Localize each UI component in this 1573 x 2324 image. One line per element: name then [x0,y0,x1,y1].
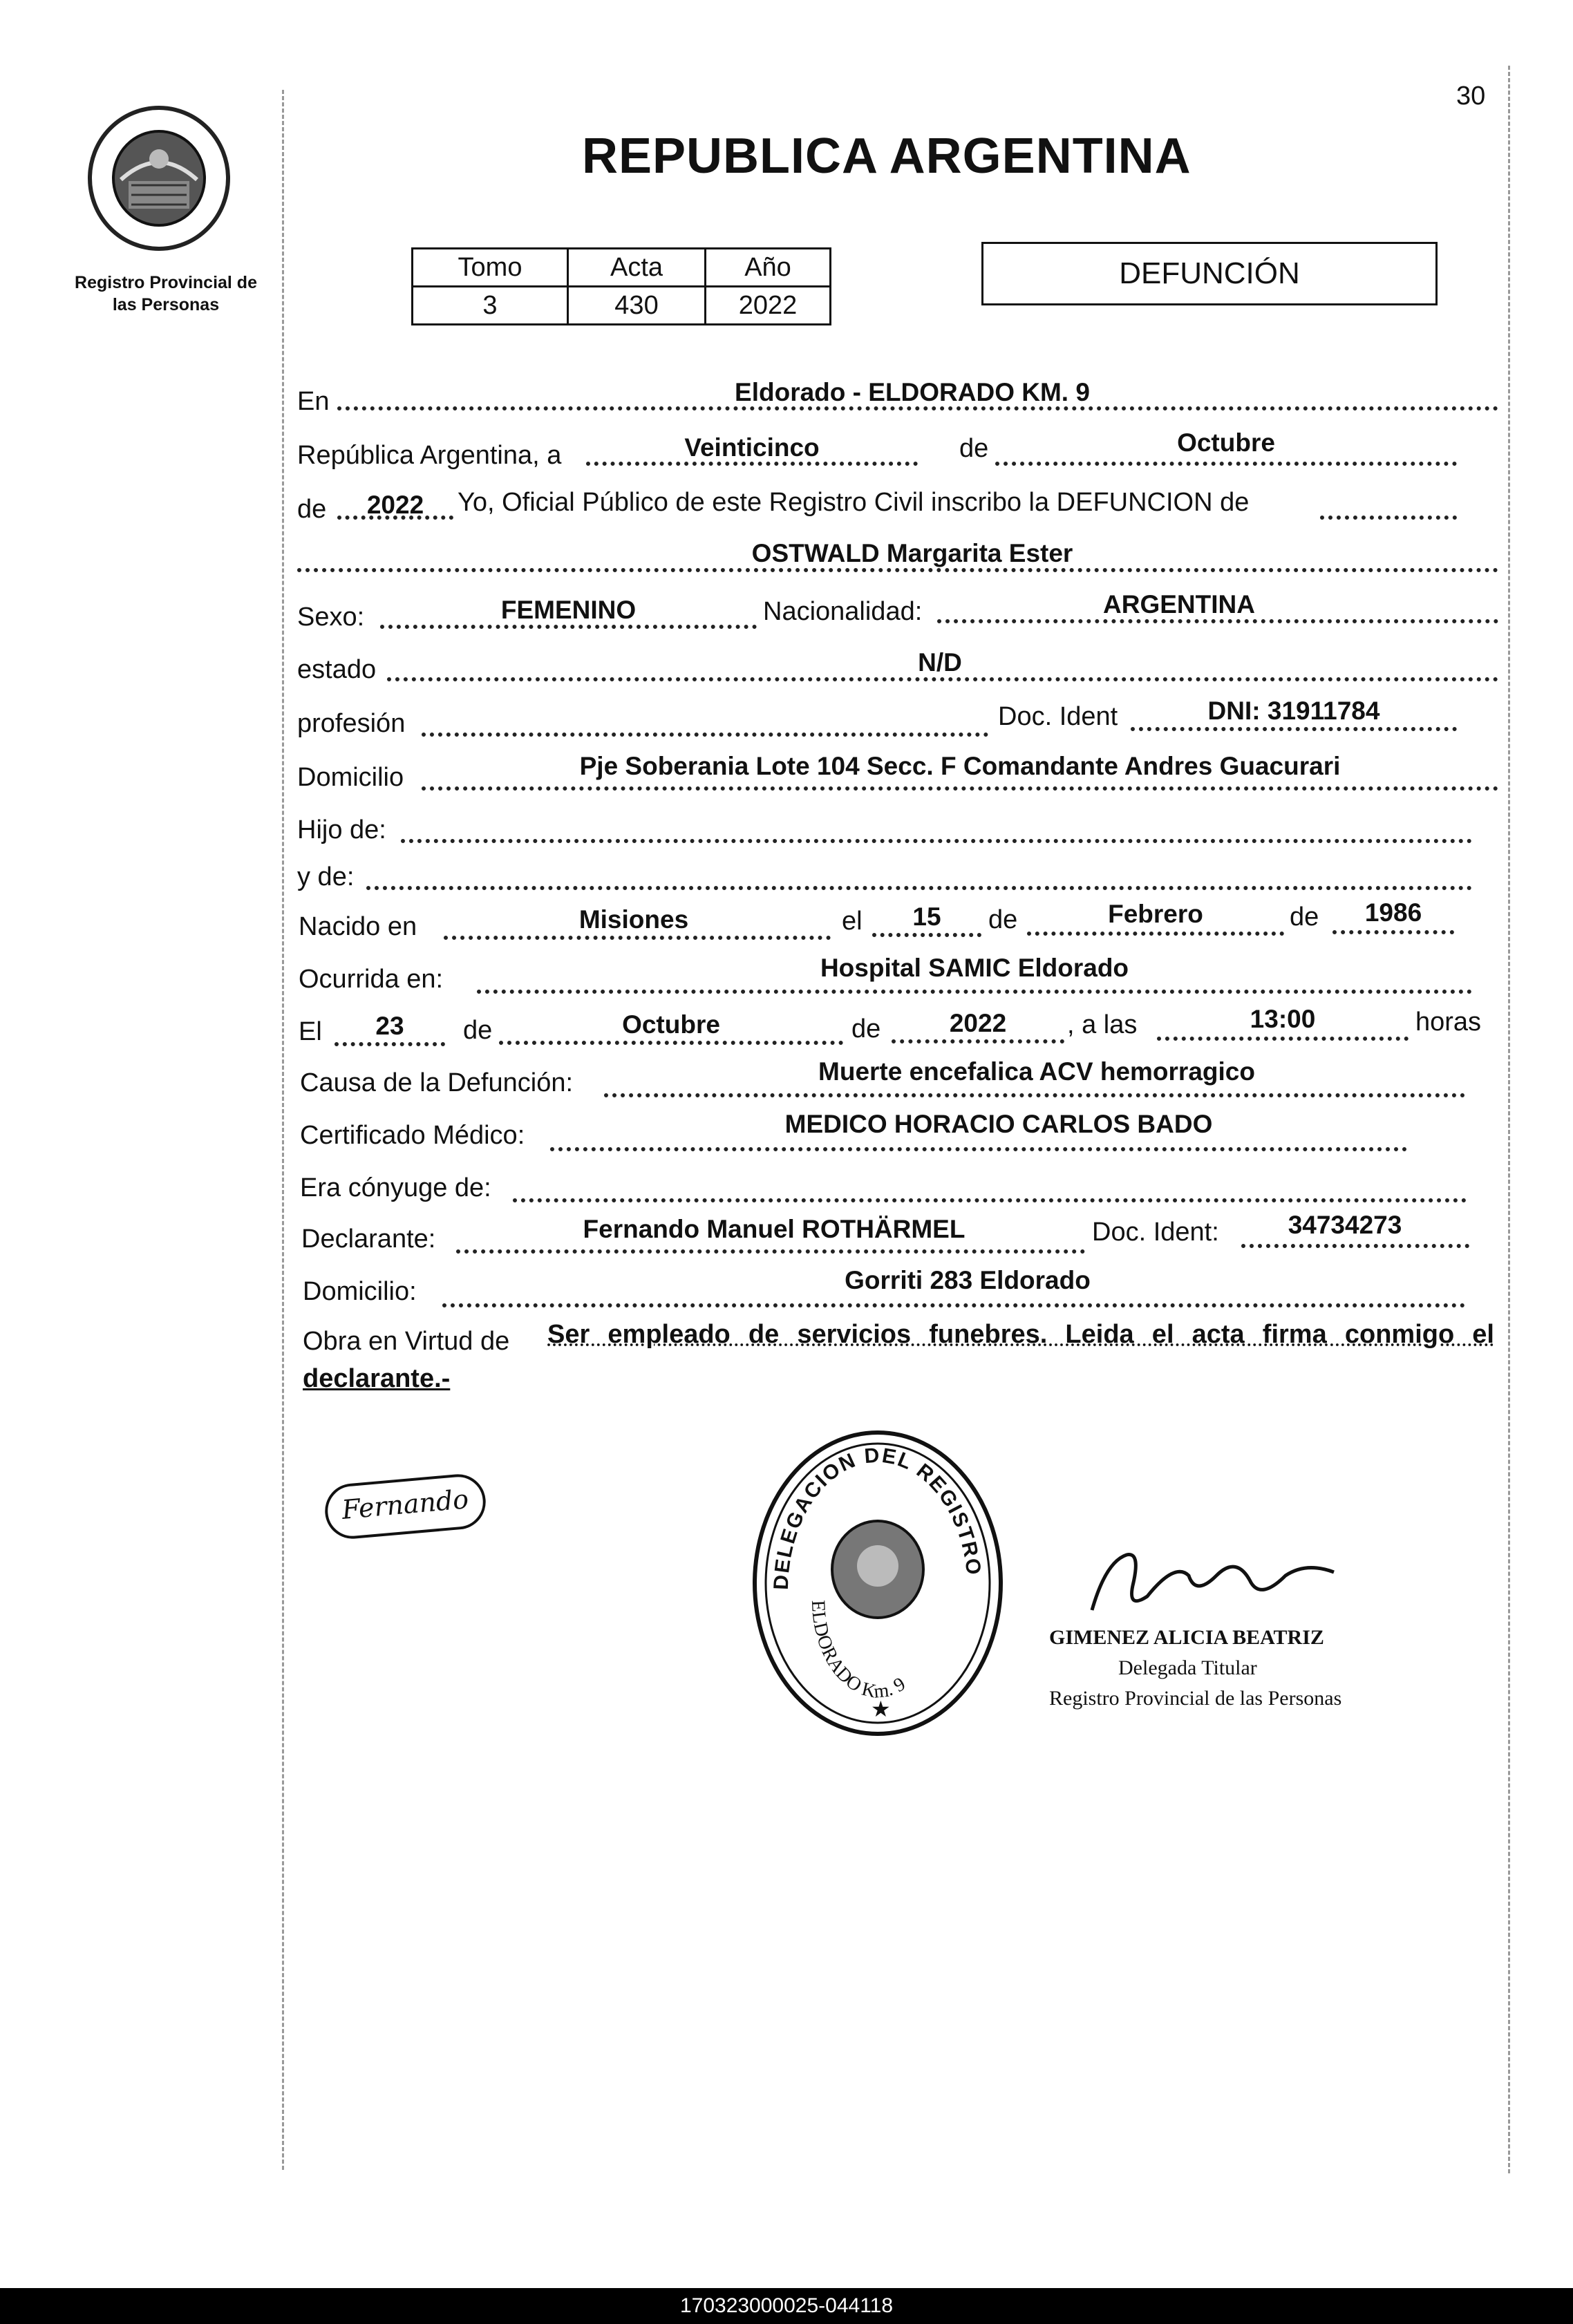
page-number: 30 [1456,82,1486,111]
page-title: REPUBLICA ARGENTINA [582,129,1191,184]
value-nac-anio: 1986 [1364,898,1422,927]
registry-name: Registro Provincial de las Personas [75,273,257,314]
label-de-2: de [297,495,327,524]
record-type-box: DEFUNCIÓN [981,242,1438,305]
value-domicilio: Pje Soberania Lote 104 Secc. F Comandante Andres Guacurari [579,752,1341,780]
value-nombre: OSTWALD Margarita Ester [751,539,1073,567]
label-a-las: , a las [1067,1010,1138,1039]
label-obra: Obra en Virtud de [303,1327,510,1356]
value-declarante: Fernando Manuel ROTHÄRMEL [583,1215,966,1243]
anio-value: 2022 [706,287,831,325]
label-causa: Causa de la Defunción: [300,1068,574,1097]
value-sexo: FEMENINO [500,596,637,624]
value-nac-dia: 15 [912,903,941,931]
value-decl-doc: 34734273 [1288,1211,1402,1239]
label-republica: República Argentina, a [297,441,562,470]
seal-inner-text: ELDORADO Km. 9 [807,1599,910,1703]
value-causa: Muerte encefalica ACV hemorragico [818,1057,1255,1086]
value-nac-mes: Febrero [1108,900,1203,928]
label-profesion: profesión [297,709,406,738]
col-header-anio: Año [706,249,831,287]
official-signature [1078,1534,1341,1624]
label-hijo-de: Hijo de: [297,815,386,844]
label-certificado: Certificado Médico: [300,1121,525,1150]
value-hora: 13:00 [1250,1005,1316,1033]
record-table [411,247,831,325]
label-declarante: Declarante: [301,1225,436,1254]
svg-text:★: ★ [871,1697,891,1721]
official-name: GIMENEZ ALICIA BEATRIZ [1049,1626,1324,1649]
label-y-de: y de: [297,862,355,891]
acta-value: 430 [568,287,706,325]
value-lugar: Eldorado - ELDORADO KM. 9 [735,378,1090,406]
label-decl-domicilio: Domicilio: [303,1277,417,1306]
value-ocurrida-en: Hospital SAMIC Eldorado [820,954,1129,982]
value-mes: Octubre [1177,428,1275,457]
declarant-signature: Fernando [323,1472,488,1541]
value-decl-domicilio: Gorriti 283 Eldorado [845,1266,1091,1294]
label-el: el [842,907,863,936]
label-nacionalidad: Nacionalidad: [763,597,923,626]
label-ocurrida-en: Ocurrida en: [299,965,444,994]
label-estado: estado [297,655,377,684]
label-horas: horas [1415,1008,1482,1037]
right-margin-line [1508,66,1510,2173]
value-obra-1: Ser empleado de servicios funebres. Leida el acta firma conmigo el [547,1320,1494,1349]
value-doc-ident: DNI: 31911784 [1207,697,1380,725]
official-stamp [1049,1623,1341,1714]
value-nacido-en: Misiones [578,905,689,934]
value-def-mes: Octubre [622,1010,720,1039]
province-emblem [83,104,235,252]
value-def-anio: 2022 [949,1009,1007,1037]
col-header-acta: Acta [568,249,706,287]
oficial-text: Yo, Oficial Público de este Registro Civil inscribo la DEFUNCION de [458,488,1250,517]
official-role: Delegada Titular [1118,1656,1257,1679]
official-office: Registro Provincial de las Personas [1049,1687,1342,1710]
label-de-1: de [959,434,989,463]
label-domicilio: Domicilio [297,763,404,792]
label-def-de-1: de [463,1016,493,1045]
value-estado: N/D [918,648,962,677]
left-margin-line [282,90,284,2170]
value-obra-2: declarante.- [303,1364,451,1393]
value-nacionalidad: ARGENTINA [1103,590,1255,618]
value-certificado: MEDICO HORACIO CARLOS BADO [784,1110,1213,1138]
label-nac-de-1: de [988,905,1018,934]
label-decl-doc: Doc. Ident: [1092,1218,1219,1247]
document-id-bar: 170323000025-044118 [0,2288,1573,2324]
label-conyuge: Era cónyuge de: [300,1173,491,1202]
value-dia-texto: Veinticinco [684,433,820,462]
col-header-tomo: Tomo [413,249,568,287]
delegation-seal [746,1428,1009,1739]
value-def-dia: 23 [375,1012,404,1040]
label-nac-de-2: de [1290,903,1319,932]
label-sexo: Sexo: [297,603,365,632]
value-anio: 2022 [366,491,424,519]
seal-outer-text: DELEGACION DEL REGISTRO [769,1444,986,1591]
label-el-2: El [299,1017,322,1046]
tomo-value: 3 [413,287,568,325]
label-doc-ident: Doc. Ident [998,702,1118,731]
label-en: En [297,387,330,416]
label-nacido-en: Nacido en [299,912,417,941]
label-def-de-2: de [851,1014,881,1043]
